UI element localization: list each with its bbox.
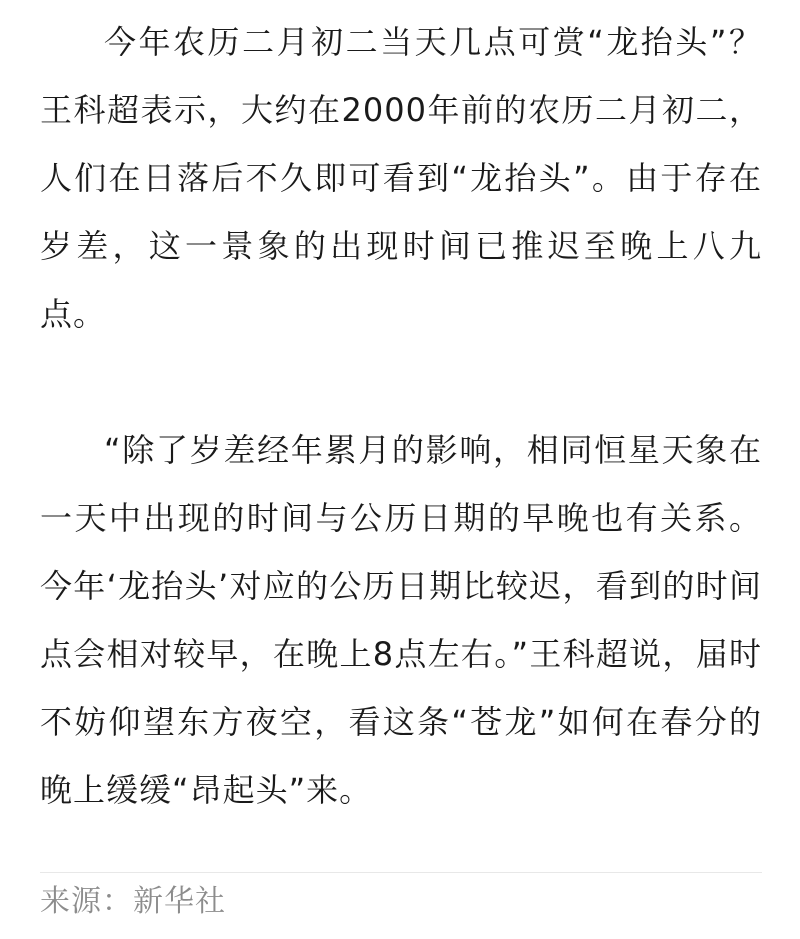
article-paragraph: “除了岁差经年累月的影响，相同恒星天象在一天中出现的时间与公历日期的早晚也有关系。今年‘龙抬头’对应的公历日期比较迟，看到的时间点会相对较早，在晚上8点左右。”王科超说，届时不妨仰望东方夜空，看这条“苍龙”如何在春分的晚上缓缓“昂起头”来。 bbox=[40, 431, 762, 809]
source-credit: 来源：新华社 bbox=[40, 884, 226, 919]
article-paragraph: 今年农历二月初二当天几点可赏“龙抬头”？王科超表示，大约在2000年前的农历二月初二，人们在日落后不久即可看到“龙抬头”。由于存在岁差，这一景象的出现时间已推迟至晚上八九点。 bbox=[40, 23, 762, 333]
footer-divider bbox=[40, 872, 762, 873]
article-body bbox=[40, 8, 762, 824]
